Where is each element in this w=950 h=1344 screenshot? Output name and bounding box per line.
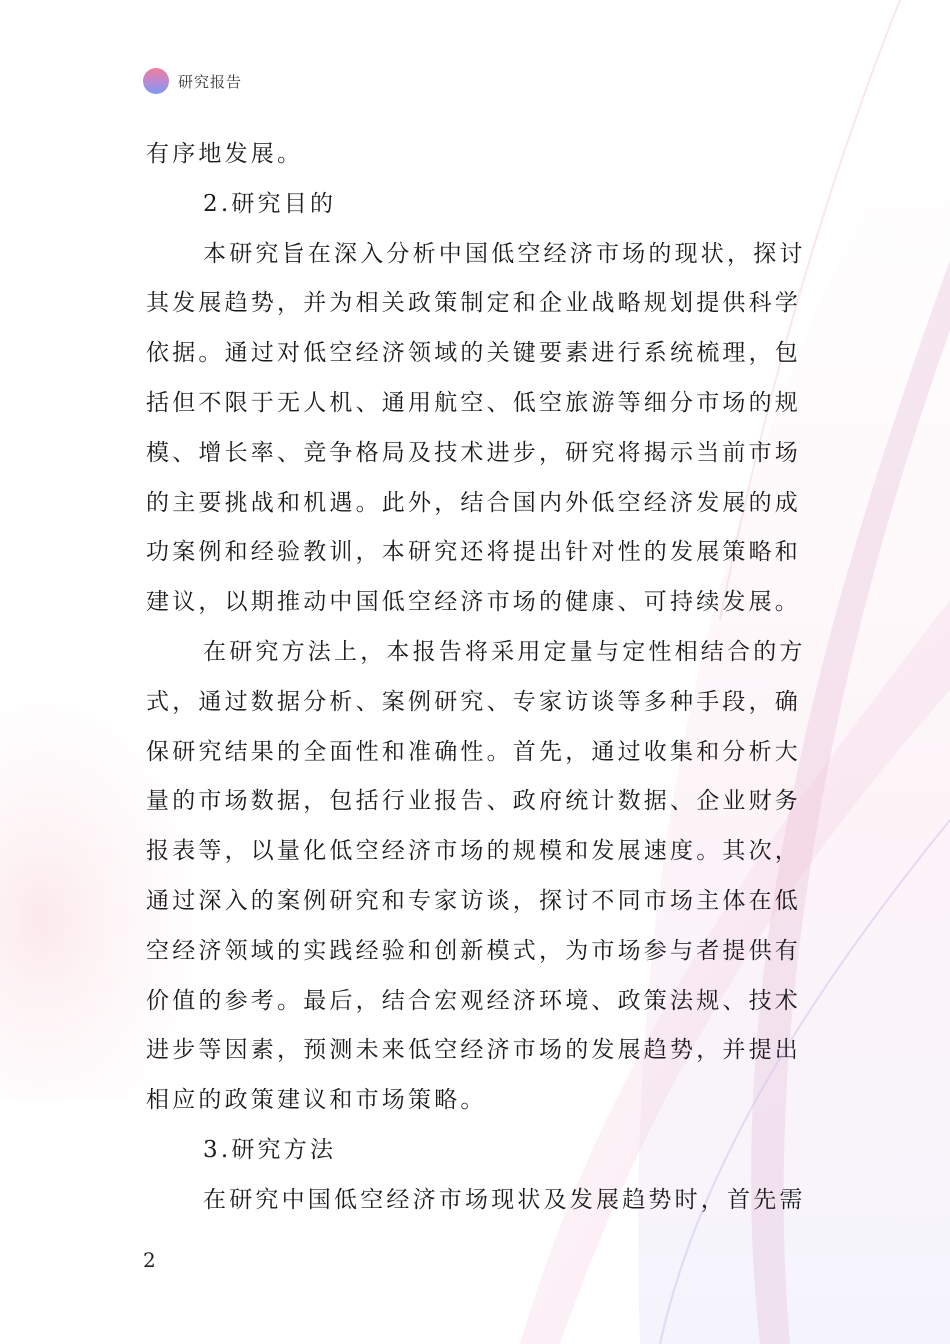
text-line: 的主要挑战和机遇。此外，结合国内外低空经济发展的成 [146, 489, 801, 516]
text-line: 保研究结果的全面性和准确性。首先，通过收集和分析大 [146, 738, 801, 765]
document-body [146, 130, 806, 1226]
text-line: 有序地发展。 [146, 141, 304, 167]
text-line: 本研究旨在深入分析中国低空经济市场的现状，探讨 [203, 240, 806, 267]
text-line: 括但不限于无人机、通用航空、低空旅游等细分市场的规 [146, 389, 801, 416]
text-line: 式，通过数据分析、案例研究、专家访谈等多种手段，确 [146, 688, 801, 715]
text-line: 进步等因素，预测未来低空经济市场的发展趋势，并提出 [146, 1037, 801, 1064]
header-title: 研究报告 [178, 72, 243, 91]
text-line: 其发展趋势，并为相关政策制定和企业战略规划提供科学 [146, 290, 801, 317]
text-line: 在研究中国低空经济市场现状及发展趋势时，首先需 [203, 1186, 806, 1213]
text-line: 价值的参考。最后，结合宏观经济环境、政策法规、技术 [146, 987, 801, 1014]
text-line: 3.研究方法 [203, 1136, 337, 1163]
text-line: 模、增长率、竞争格局及技术进步，研究将揭示当前市场 [146, 439, 801, 466]
text-line: 空经济领域的实践经验和创新模式，为市场参与者提供有 [146, 937, 801, 964]
text-line: 通过深入的案例研究和专家访谈，探讨不同市场主体在低 [146, 887, 801, 914]
text-line: 建议，以期推动中国低空经济市场的健康、可持续发展。 [146, 589, 801, 616]
text-line: 相应的政策建议和市场策略。 [146, 1087, 487, 1114]
page-number: 2 [143, 1248, 156, 1272]
text-line: 报表等，以量化低空经济市场的规模和发展速度。其次， [146, 838, 801, 865]
text-line: 功案例和经验教训，本研究还将提出针对性的发展策略和 [146, 539, 801, 566]
report-header [143, 66, 242, 96]
text-line: 2.研究目的 [203, 190, 337, 217]
text-line: 在研究方法上，本报告将采用定量与定性相结合的方 [203, 638, 806, 665]
logo-circle-icon [143, 68, 169, 94]
text-line: 量的市场数据，包括行业报告、政府统计数据、企业财务 [146, 788, 801, 815]
text-line: 依据。通过对低空经济领域的关键要素进行系统梳理，包 [146, 340, 801, 367]
